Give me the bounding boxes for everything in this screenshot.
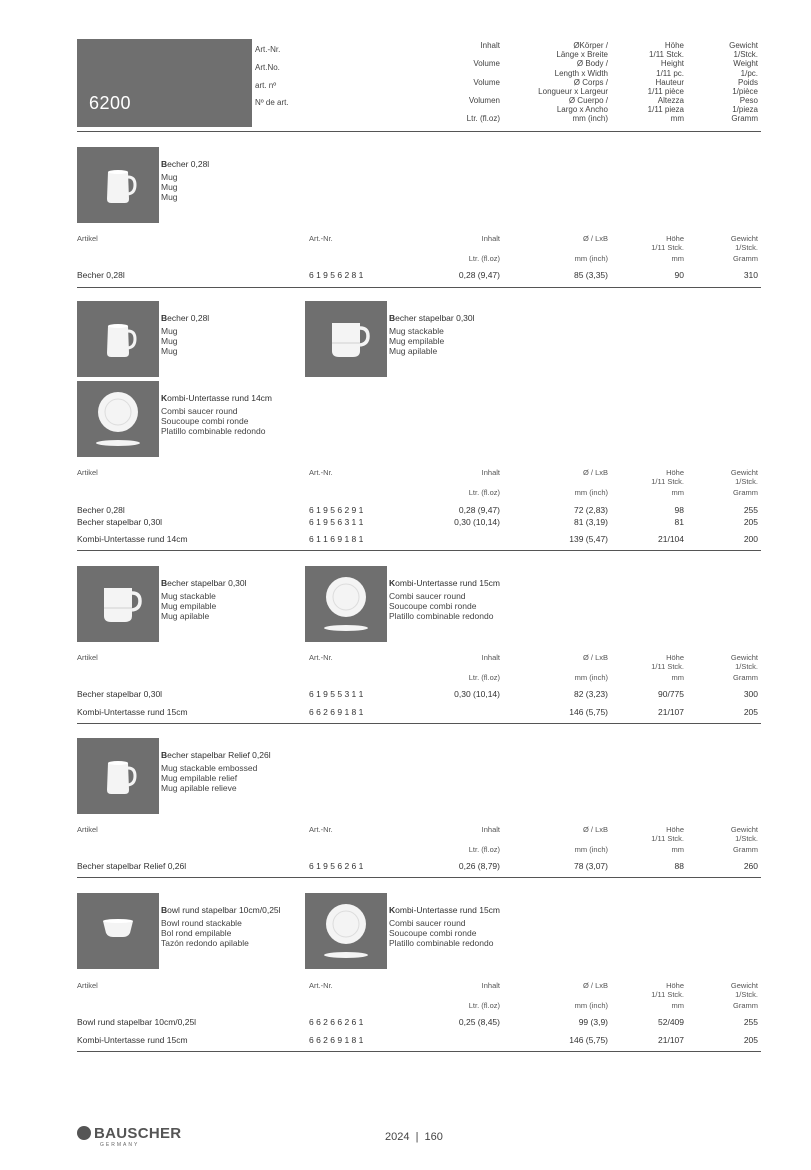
brand-logo: [77, 1125, 181, 1143]
header-hoehe-labels: Höhe 1/11 Stck. Height 1/11 pc. Hauteur 1/11 pièce Altezza 1/11 pieza: [647, 41, 684, 115]
cell-inhalt: 0,28 (9,47): [458, 270, 500, 280]
product-name: [389, 578, 539, 589]
product-description: Mug stackable Mug empilable Mug apilable: [389, 326, 445, 356]
cell-gewicht: 300: [743, 689, 758, 699]
cell-hoehe: 90/775: [658, 689, 684, 699]
cell-inhalt: 0,30 (10,14): [454, 689, 500, 699]
product-name-initial: K: [161, 393, 168, 403]
column-header-artikel: Artikel: [77, 825, 98, 834]
cell-dim: 146 (5,75): [569, 1035, 608, 1045]
cell-inhalt: 0,26 (8,79): [458, 861, 500, 871]
cell-gewicht: 205: [743, 1035, 758, 1045]
product-image: [77, 301, 159, 377]
cell-gewicht: 205: [743, 517, 758, 527]
cell-inhalt: 0,28 (9,47): [458, 505, 500, 515]
brand-subtitle: GERMANY: [100, 1142, 140, 1148]
cell-artnr: 6 1 9 5 6 2 6 1: [309, 861, 364, 871]
cell-artikel: Becher 0,28l: [77, 505, 125, 515]
section-divider: [77, 1051, 761, 1052]
product-description: Mug stackable Mug empilable Mug apilable: [161, 591, 217, 621]
cell-dim: 78 (3,07): [573, 861, 608, 871]
cell-dim: 146 (5,75): [569, 707, 608, 717]
column-unit-dim: mm (inch): [574, 254, 608, 263]
cell-hoehe: 52/409: [658, 1017, 684, 1027]
product-description: Combi saucer round Soucoupe combi ronde Platillo combinable redondo: [389, 591, 494, 621]
product-image: [305, 893, 387, 969]
brand-emblem-icon: [77, 1126, 91, 1140]
brand-name: BAUSCHER: [94, 1125, 182, 1142]
saucer-icon: [77, 381, 159, 457]
product-name: [161, 313, 311, 324]
column-header-artikel: Artikel: [77, 981, 98, 990]
column-header-gewicht: Gewicht 1/Stck.: [730, 234, 758, 252]
column-header-hoehe: Höhe 1/11 Stck.: [651, 468, 684, 486]
saucer-icon: [305, 566, 387, 642]
section-divider: [77, 723, 761, 724]
cell-dim: 85 (3,35): [573, 270, 608, 280]
cell-hoehe: 98: [674, 505, 684, 515]
header-inhalt-labels: Inhalt Volume Volume Volumen: [468, 41, 500, 106]
cell-gewicht: 255: [743, 505, 758, 515]
cell-gewicht: 205: [743, 707, 758, 717]
product-name-initial: K: [389, 905, 396, 915]
column-unit-inhalt: Ltr. (fl.oz): [468, 254, 500, 263]
cell-gewicht: 200: [743, 534, 758, 544]
cell-artikel: Bowl rund stapelbar 10cm/0,25l: [77, 1017, 197, 1027]
column-header-dim: Ø / LxB: [582, 468, 608, 477]
product-image: [77, 381, 159, 457]
section-divider: [77, 287, 761, 288]
column-header-hoehe: Höhe 1/11 Stck.: [651, 234, 684, 252]
column-header-gewicht: Gewicht 1/Stck.: [730, 825, 758, 843]
cell-dim: 139 (5,47): [569, 534, 608, 544]
product-name-initial: K: [389, 578, 396, 588]
cell-artikel: Kombi-Untertasse rund 14cm: [77, 534, 188, 544]
column-unit-inhalt: Ltr. (fl.oz): [468, 673, 500, 682]
product-description: Mug Mug Mug: [161, 326, 178, 356]
column-header-inhalt: Inhalt: [481, 825, 500, 834]
column-header-gewicht: Gewicht 1/Stck.: [730, 653, 758, 671]
column-unit-inhalt: Ltr. (fl.oz): [468, 845, 500, 854]
product-name-initial: B: [161, 750, 168, 760]
product-image: [77, 893, 159, 969]
product-name: [161, 578, 311, 589]
cell-hoehe: 81: [674, 517, 684, 527]
series-block: [77, 39, 252, 127]
product-image: [77, 566, 159, 642]
column-unit-gewicht: Gramm: [733, 673, 758, 682]
column-header-artikel: Artikel: [77, 653, 98, 662]
product-name-rest: ombi-Untertasse rund 15cm: [395, 905, 501, 915]
product-name-rest: echer stapelbar 0,30l: [167, 578, 247, 588]
product-name: [161, 905, 311, 916]
series-number: 6200: [89, 93, 132, 114]
header-dim-labels: ØKörper / Länge x Breite Ø Body / Length x Width Ø Corps / Longueur x Largeur Ø Cuerpo / Largo x Ancho: [538, 41, 608, 115]
column-unit-hoehe: mm: [671, 673, 684, 682]
section-divider: [77, 550, 761, 551]
cell-hoehe: 88: [674, 861, 684, 871]
product-name-rest: echer 0,28l: [167, 159, 210, 169]
column-unit-gewicht: Gramm: [733, 1001, 758, 1010]
cell-artnr: 6 1 1 6 9 1 8 1: [309, 534, 364, 544]
page-number: 2024 | 160: [385, 1131, 443, 1143]
product-name: [161, 750, 311, 761]
cell-gewicht: 255: [743, 1017, 758, 1027]
column-header-artnr: Art.-Nr.: [309, 825, 333, 834]
header-gewicht-unit: Gramm: [731, 114, 758, 123]
product-name-rest: echer 0,28l: [167, 313, 210, 323]
column-unit-hoehe: mm: [671, 1001, 684, 1010]
stackable-mug-icon: [77, 566, 159, 642]
bowl-icon: [77, 893, 159, 969]
column-header-dim: Ø / LxB: [582, 981, 608, 990]
saucer-icon: [305, 893, 387, 969]
column-header-dim: Ø / LxB: [582, 653, 608, 662]
product-name-initial: B: [161, 313, 168, 323]
product-name-rest: owl rund stapelbar 10cm/0,25l: [167, 905, 281, 915]
product-name: [389, 905, 539, 916]
cell-hoehe: 21/107: [658, 1035, 684, 1045]
header-hoehe-unit: mm: [670, 114, 684, 123]
product-name: [161, 159, 311, 170]
product-description: Mug stackable embossed Mug empilable relief Mug apilable relieve: [161, 763, 258, 793]
cell-artikel: Kombi-Untertasse rund 15cm: [77, 707, 188, 717]
product-name-rest: ombi-Untertasse rund 14cm: [167, 393, 273, 403]
cell-artnr: 6 1 9 5 6 3 1 1: [309, 517, 364, 527]
cell-dim: 99 (3,9): [578, 1017, 608, 1027]
header-artnr-labels: Art.-Nr. Art.No. art. nº Nº de art.: [255, 45, 289, 108]
column-header-hoehe: Höhe 1/11 Stck.: [651, 825, 684, 843]
product-image: [305, 301, 387, 377]
cell-dim: 81 (3,19): [573, 517, 608, 527]
cell-gewicht: 310: [743, 270, 758, 280]
column-header-inhalt: Inhalt: [481, 653, 500, 662]
column-header-inhalt: Inhalt: [481, 981, 500, 990]
column-unit-gewicht: Gramm: [733, 254, 758, 263]
cell-artnr: 6 1 9 5 5 3 1 1: [309, 689, 364, 699]
column-unit-hoehe: mm: [671, 488, 684, 497]
product-image: [77, 738, 159, 814]
cell-artnr: 6 1 9 5 6 2 8 1: [309, 270, 364, 280]
header-gewicht-labels: Gewicht 1/Stck. Weight 1/pc. Poids 1/pièce Peso 1/pieza: [729, 41, 758, 115]
column-header-inhalt: Inhalt: [481, 468, 500, 477]
column-header-artikel: Artikel: [77, 468, 98, 477]
mug-icon: [77, 147, 159, 223]
cell-artnr: 6 6 2 6 9 1 8 1: [309, 1035, 364, 1045]
column-header-gewicht: Gewicht 1/Stck.: [730, 981, 758, 999]
cell-artnr: 6 1 9 5 6 2 9 1: [309, 505, 364, 515]
column-unit-inhalt: Ltr. (fl.oz): [468, 488, 500, 497]
column-header-artnr: Art.-Nr.: [309, 234, 333, 243]
cell-artnr: 6 6 2 6 9 1 8 1: [309, 707, 364, 717]
column-unit-dim: mm (inch): [574, 673, 608, 682]
column-unit-gewicht: Gramm: [733, 845, 758, 854]
product-name: [161, 393, 311, 404]
column-header-hoehe: Höhe 1/11 Stck.: [651, 981, 684, 999]
cell-hoehe: 21/104: [658, 534, 684, 544]
column-unit-hoehe: mm: [671, 845, 684, 854]
cell-artikel: Becher 0,28l: [77, 270, 125, 280]
column-unit-dim: mm (inch): [574, 845, 608, 854]
product-name-initial: B: [161, 159, 168, 169]
section-divider: [77, 877, 761, 878]
column-header-artnr: Art.-Nr.: [309, 468, 333, 477]
product-name-rest: echer stapelbar Relief 0,26l: [167, 750, 271, 760]
column-header-artnr: Art.-Nr.: [309, 981, 333, 990]
column-header-dim: Ø / LxB: [582, 825, 608, 834]
mug-icon: [77, 738, 159, 814]
cell-dim: 72 (2,83): [573, 505, 608, 515]
product-description: Combi saucer round Soucoupe combi ronde Platillo combinable redondo: [389, 918, 494, 948]
cell-artikel: Becher stapelbar 0,30l: [77, 517, 163, 527]
product-name: [389, 313, 539, 324]
cell-artikel: Becher stapelbar Relief 0,26l: [77, 861, 187, 871]
cell-inhalt: 0,25 (8,45): [458, 1017, 500, 1027]
product-name-initial: B: [161, 578, 168, 588]
cell-artikel: Becher stapelbar 0,30l: [77, 689, 163, 699]
column-header-dim: Ø / LxB: [582, 234, 608, 243]
header-inhalt-unit: Ltr. (fl.oz): [466, 114, 500, 123]
cell-artikel: Kombi-Untertasse rund 15cm: [77, 1035, 188, 1045]
cell-artnr: 6 6 2 6 6 2 6 1: [309, 1017, 364, 1027]
column-unit-inhalt: Ltr. (fl.oz): [468, 1001, 500, 1010]
header-divider: [77, 131, 761, 132]
cell-gewicht: 260: [743, 861, 758, 871]
product-description: Mug Mug Mug: [161, 172, 178, 202]
product-name-rest: ombi-Untertasse rund 15cm: [395, 578, 501, 588]
column-unit-dim: mm (inch): [574, 1001, 608, 1010]
column-unit-gewicht: Gramm: [733, 488, 758, 497]
column-unit-hoehe: mm: [671, 254, 684, 263]
product-description: Combi saucer round Soucoupe combi ronde Platillo combinable redondo: [161, 406, 266, 436]
product-name-rest: echer stapelbar 0,30l: [395, 313, 475, 323]
column-header-artikel: Artikel: [77, 234, 98, 243]
cell-hoehe: 90: [674, 270, 684, 280]
stackable-mug-icon: [305, 301, 387, 377]
product-image: [77, 147, 159, 223]
mug-icon: [77, 301, 159, 377]
product-image: [305, 566, 387, 642]
product-description: Bowl round stackable Bol rond empilable Tazón redondo apilable: [161, 918, 249, 948]
cell-inhalt: 0,30 (10,14): [454, 517, 500, 527]
column-header-hoehe: Höhe 1/11 Stck.: [651, 653, 684, 671]
cell-hoehe: 21/107: [658, 707, 684, 717]
column-header-inhalt: Inhalt: [481, 234, 500, 243]
column-header-artnr: Art.-Nr.: [309, 653, 333, 662]
column-unit-dim: mm (inch): [574, 488, 608, 497]
product-name-initial: B: [389, 313, 396, 323]
header-dim-unit: mm (inch): [572, 114, 608, 123]
column-header-gewicht: Gewicht 1/Stck.: [730, 468, 758, 486]
cell-dim: 82 (3,23): [573, 689, 608, 699]
product-name-initial: B: [161, 905, 168, 915]
